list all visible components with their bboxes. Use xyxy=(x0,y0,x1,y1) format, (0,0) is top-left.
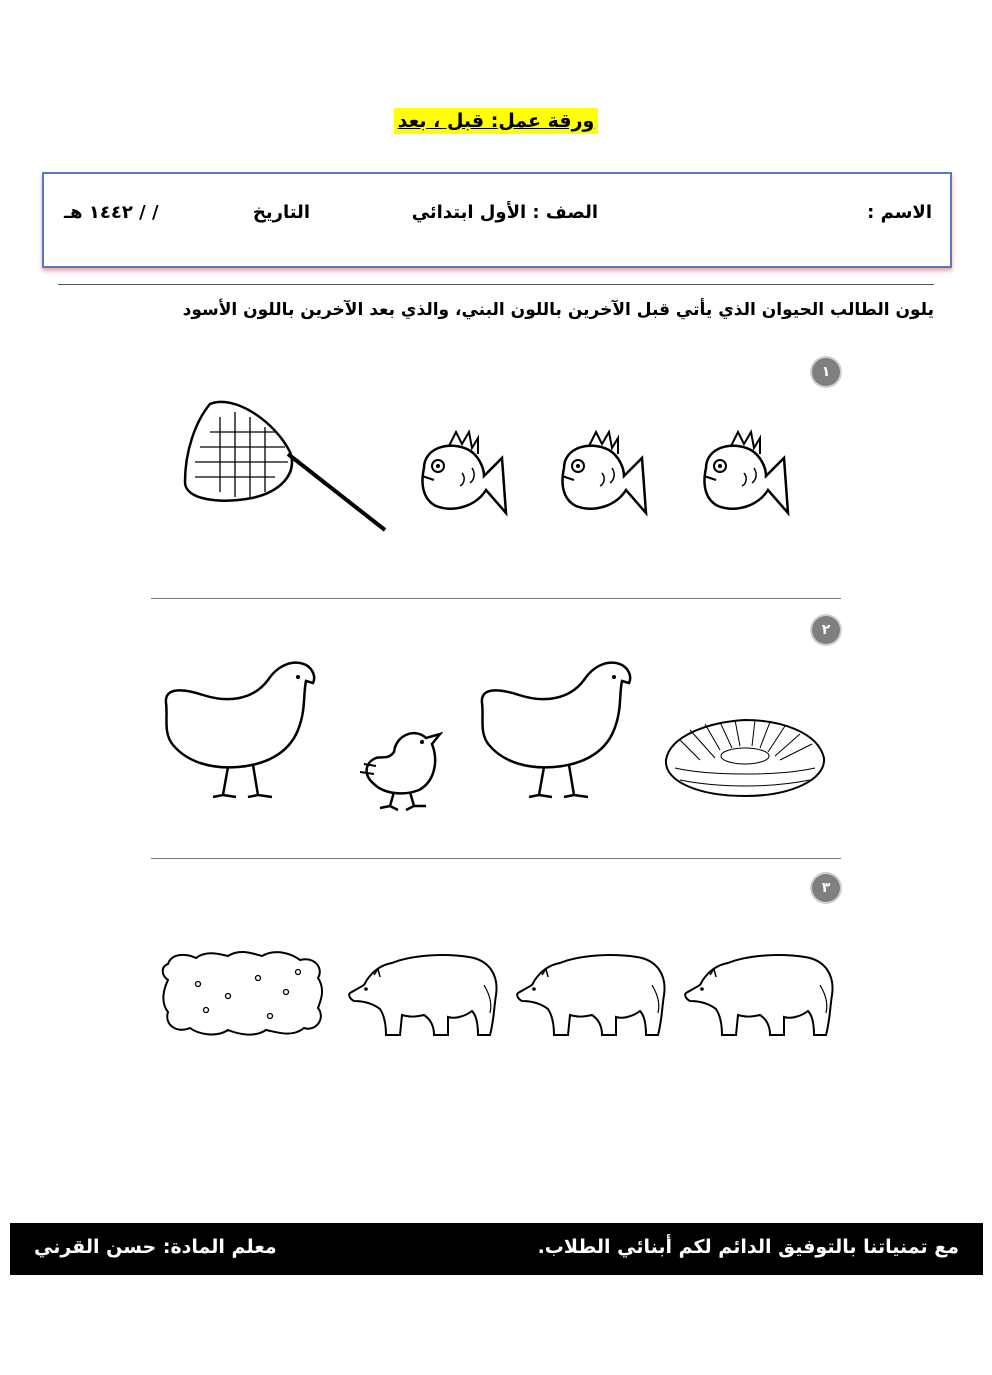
instruction-text: يلون الطالب الحيوان الذي يأتي قبل الآخرين باللون البني، والذي بعد الآخرين باللون الأسود xyxy=(182,300,934,320)
bush-icon xyxy=(158,944,328,1042)
footer-wishes: مع تمنياتنا بالتوفيق الدائم لكم أبنائي الطلاب. xyxy=(537,1236,959,1258)
fish-icon xyxy=(696,428,792,520)
fish-icon xyxy=(554,428,650,520)
polar-bear-icon xyxy=(680,945,840,1042)
fishing-net-icon xyxy=(180,392,390,537)
section-separator xyxy=(151,858,841,859)
exercise-number-2: ٢ xyxy=(812,616,840,644)
exercise-number-1: ١ xyxy=(812,358,840,386)
student-info-box xyxy=(42,172,952,268)
footer-bar xyxy=(10,1223,983,1275)
polar-bear-icon xyxy=(512,945,672,1042)
nest-icon xyxy=(660,710,828,802)
divider-line xyxy=(58,284,934,285)
title-text: ورقة عمل: قبل ، بعد xyxy=(394,108,599,134)
footer-teacher: معلم المادة: حسن القرني xyxy=(34,1236,277,1258)
date-label: التاريخ xyxy=(252,202,310,223)
polar-bear-icon xyxy=(344,945,504,1042)
section-separator xyxy=(151,598,841,599)
hen-icon xyxy=(158,655,320,800)
worksheet-title xyxy=(0,108,992,134)
chick-icon xyxy=(354,722,444,814)
name-label: الاسم : xyxy=(867,202,932,223)
class-label: الصف : الأول ابتدائي xyxy=(411,202,598,223)
fish-icon xyxy=(414,428,510,520)
date-value: / / ١٤٤٢ هـ xyxy=(64,202,159,223)
exercise-number-3: ٣ xyxy=(812,874,840,902)
hen-icon xyxy=(474,655,636,800)
